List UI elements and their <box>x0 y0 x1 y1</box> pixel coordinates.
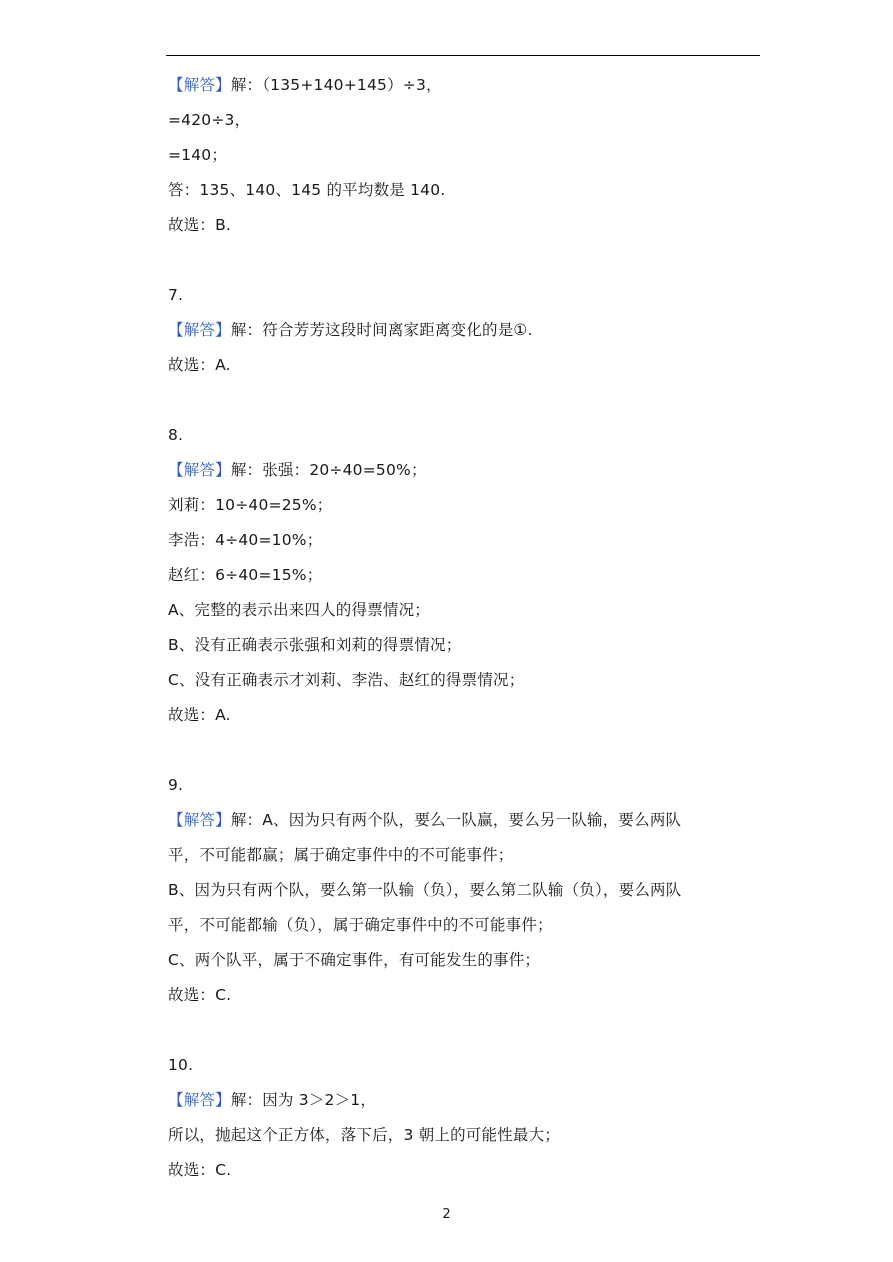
page-number: 2 <box>442 1207 451 1222</box>
answer-line: C、两个队平，属于不确定事件，有可能发生的事件； <box>168 951 541 969</box>
answer-line: 故选：C. <box>168 986 232 1004</box>
answer-line: 【解答】解：张强：20÷40=50%； <box>168 461 427 479</box>
answer-line: A、完整的表示出来四人的得票情况； <box>168 601 431 619</box>
question-number: 9. <box>168 776 184 794</box>
answer-tag: 【解答】 <box>168 1091 231 1109</box>
answer-tag: 【解答】 <box>168 76 231 94</box>
spacer <box>168 733 762 768</box>
answer-line: C、没有正确表示才刘莉、李浩、赵红的得票情况； <box>168 671 525 689</box>
answer-line: 平，不可能都输（负），属于确定事件中的不可能事件； <box>168 916 553 934</box>
answer-line: 李浩：4÷40=10%； <box>168 531 323 549</box>
answer-line: 故选：A. <box>168 356 231 374</box>
answer-line: 故选：A. <box>168 706 231 724</box>
answer-line: =140； <box>168 146 228 164</box>
header-rule <box>166 55 760 56</box>
answer-line: =420÷3， <box>168 111 251 129</box>
answer-line: 平，不可能都赢；属于确定事件中的不可能事件； <box>168 846 514 864</box>
answer-line: B、没有正确表示张强和刘莉的得票情况； <box>168 636 462 654</box>
answer-line: 刘莉：10÷40=25%； <box>168 496 333 514</box>
spacer <box>168 1013 762 1048</box>
answer-tag: 【解答】 <box>168 461 231 479</box>
spacer <box>168 383 762 418</box>
answer-line: 答：135、140、145 的平均数是 140. <box>168 181 446 199</box>
answer-line: B、因为只有两个队，要么第一队输（负），要么第二队输（负），要么两队 <box>168 881 682 899</box>
answer-content <box>168 68 762 1188</box>
answer-line: 故选：B. <box>168 216 232 234</box>
answer-line: 所以，抛起这个正方体，落下后，3 朝上的可能性最大； <box>168 1126 560 1144</box>
question-number: 7. <box>168 286 184 304</box>
answer-line: 【解答】解：符合芳芳这段时间离家距离变化的是①. <box>168 321 533 339</box>
answer-line: 故选：C. <box>168 1161 232 1179</box>
spacer <box>168 243 762 278</box>
answer-line: 【解答】解：因为 3＞2＞1， <box>168 1091 377 1109</box>
answer-tag: 【解答】 <box>168 321 231 339</box>
question-number: 10. <box>168 1056 194 1074</box>
answer-line: 【解答】解：（135+140+145）÷3， <box>168 76 442 94</box>
answer-line: 【解答】解：A、因为只有两个队，要么一队赢，要么另一队输，要么两队 <box>168 811 682 829</box>
answer-tag: 【解答】 <box>168 811 231 829</box>
question-number: 8. <box>168 426 184 444</box>
answer-line: 赵红：6÷40=15%； <box>168 566 323 584</box>
